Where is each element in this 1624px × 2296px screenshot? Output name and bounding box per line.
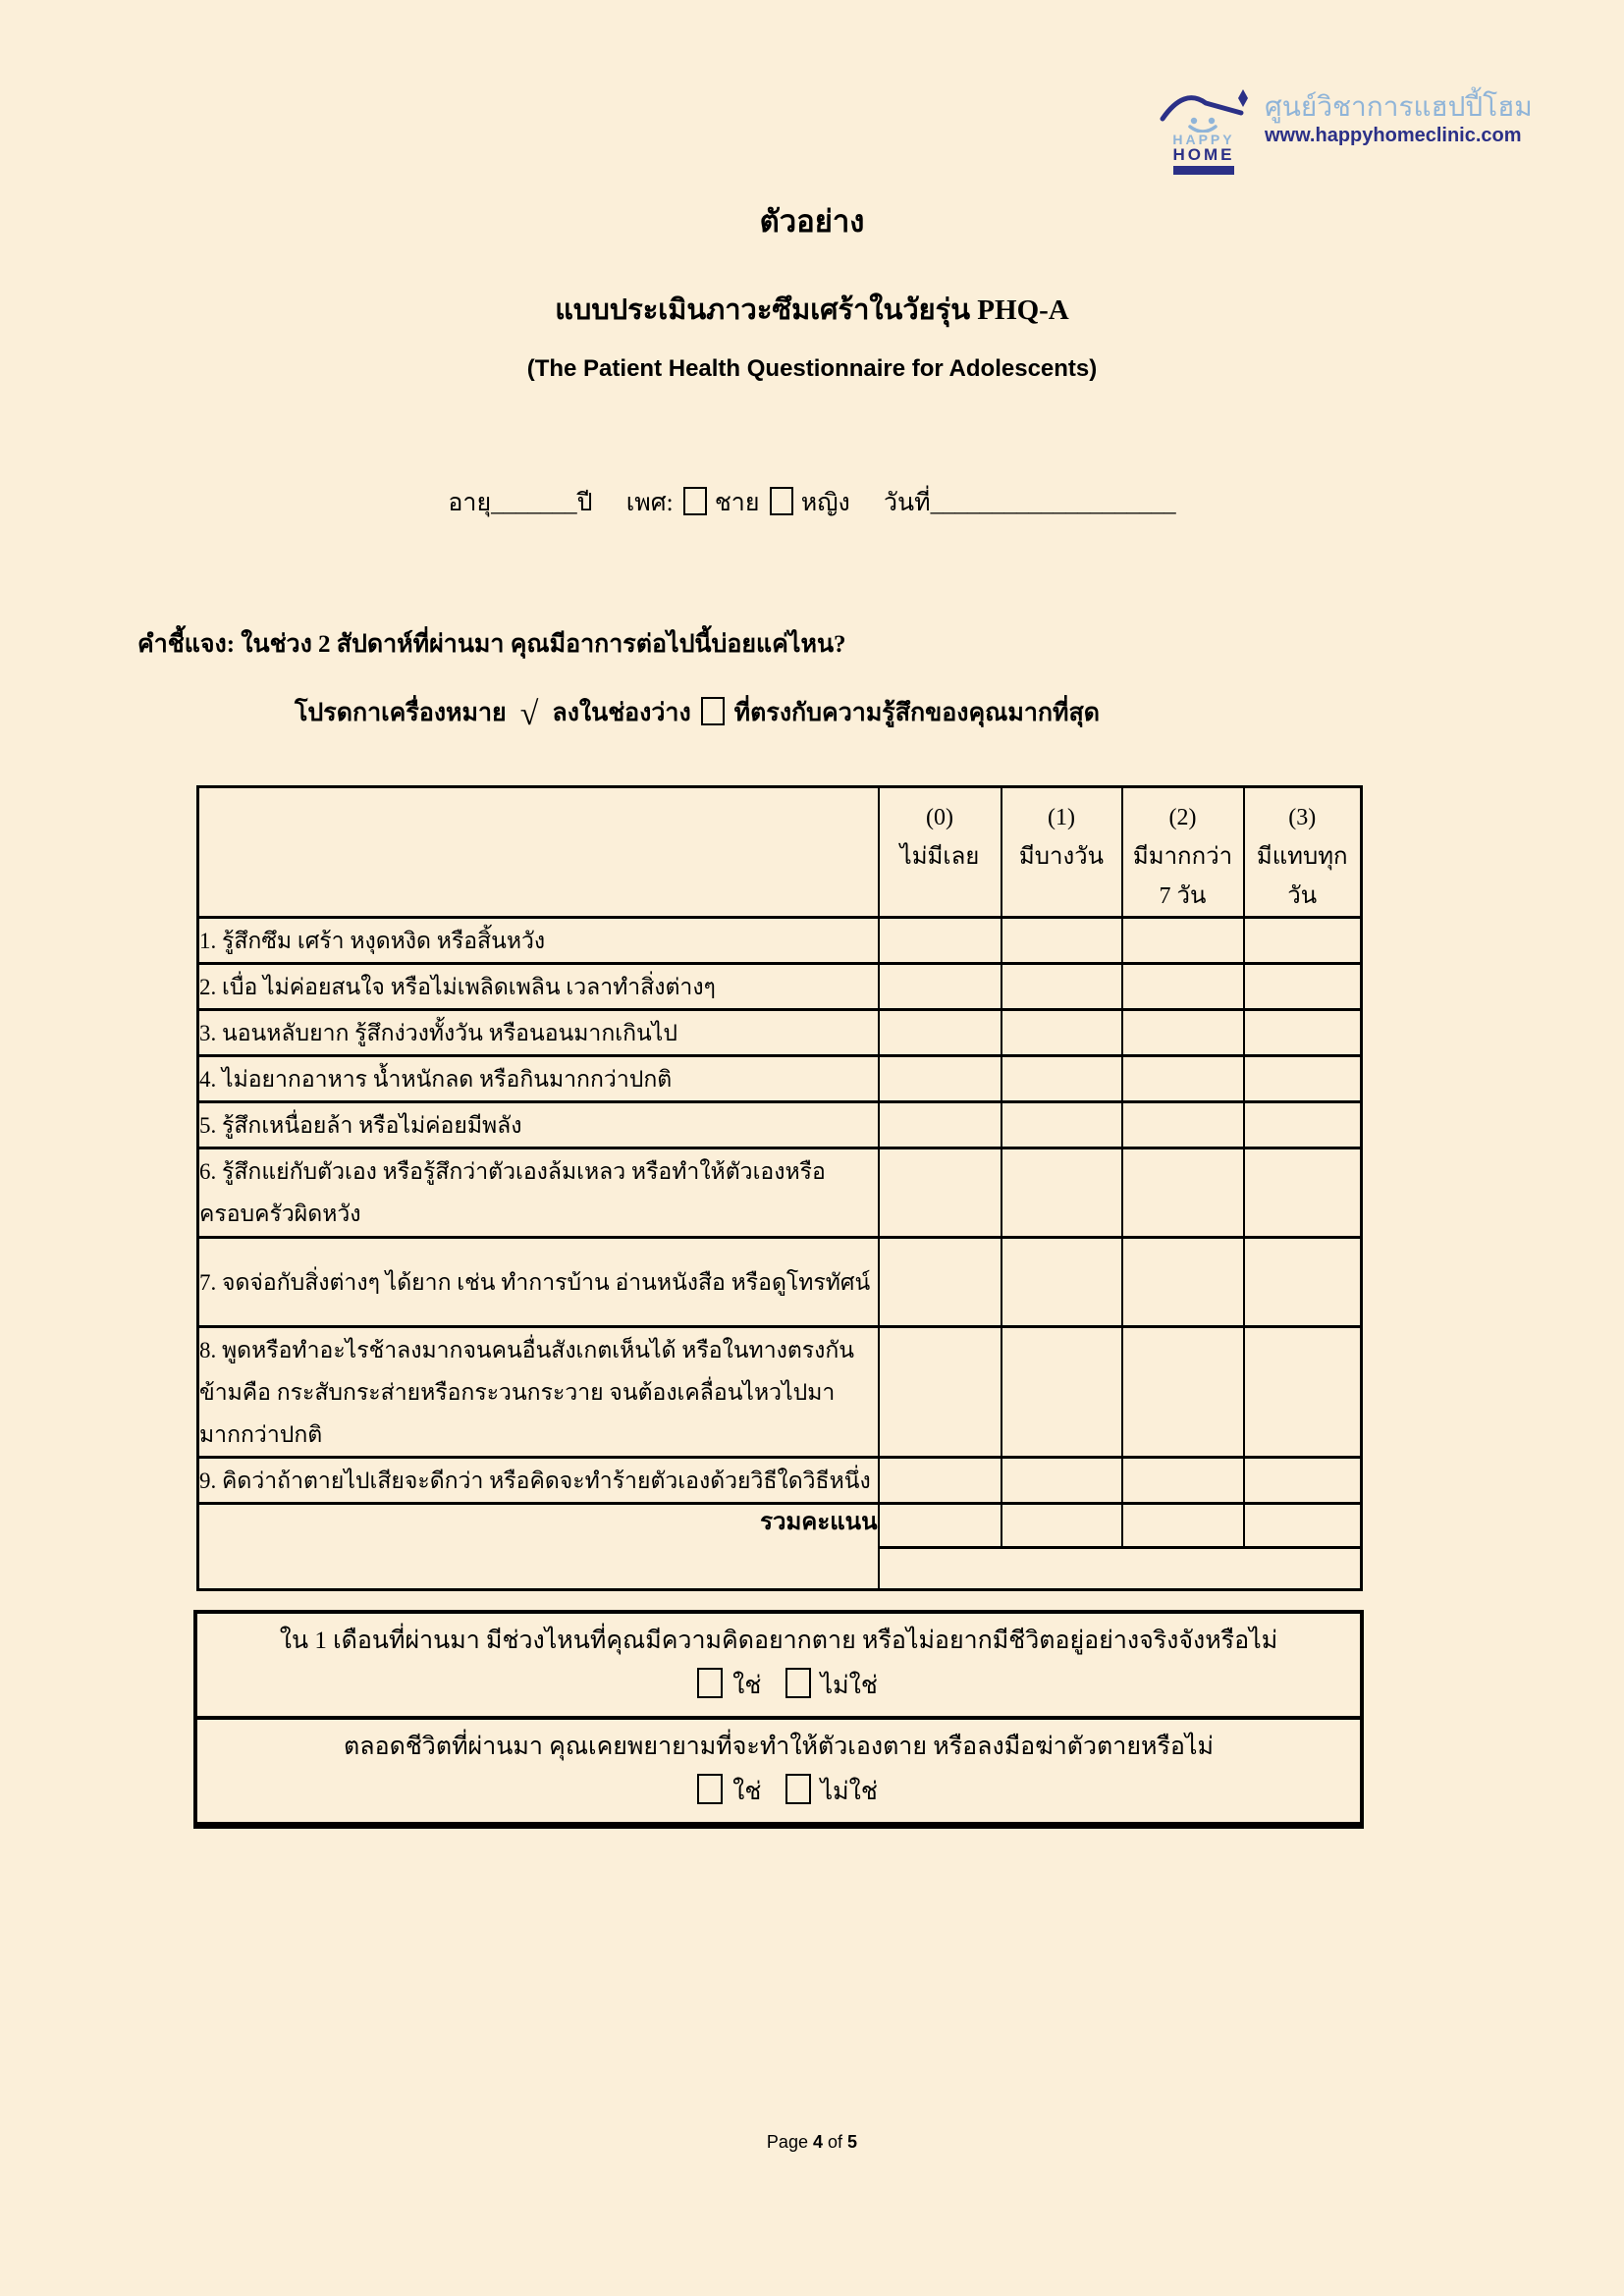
- female-label: หญิง: [800, 490, 850, 516]
- q4-score0-cell[interactable]: [879, 1056, 1001, 1102]
- q4-score2-cell[interactable]: [1122, 1056, 1244, 1102]
- q7-score2-cell[interactable]: [1122, 1238, 1244, 1327]
- question-7-text: 7. จดจ่อกับสิ่งต่างๆ ได้ยาก เช่น ทำการบ้าน อ่านหนังสือ หรือดูโทรทัศน์: [198, 1238, 879, 1327]
- q6-score1-cell[interactable]: [1001, 1148, 1122, 1238]
- q7-score3-cell[interactable]: [1244, 1238, 1362, 1327]
- score-2-header: (2) มีมากกว่า 7 วัน: [1122, 787, 1244, 918]
- instruction-line-1: คำชี้แจง: ในช่วง 2 สัปดาห์ที่ผ่านมา คุณมีอาการต่อไปนี้บ่อยแค่ไหน?: [137, 631, 846, 658]
- q2-score3-cell[interactable]: [1244, 964, 1362, 1010]
- example-checkbox: [701, 697, 725, 725]
- q9-score0-cell[interactable]: [879, 1458, 1001, 1504]
- total-score-label: รวมคะแนน: [198, 1504, 879, 1590]
- q2-score2-cell[interactable]: [1122, 964, 1244, 1010]
- q2-score1-cell[interactable]: [1001, 964, 1122, 1010]
- q9-score3-cell[interactable]: [1244, 1458, 1362, 1504]
- table-row: [198, 1010, 1362, 1056]
- year-label: ปี: [576, 490, 593, 516]
- risk1-no-label: ไม่ใช่: [820, 1673, 878, 1699]
- of-label: of: [828, 2132, 843, 2152]
- checkmark-symbol: √: [519, 696, 539, 732]
- question-6-text: 6. รู้สึกแย่กับตัวเอง หรือรู้สึกว่าตัวเองล้มเหลว หรือทำให้ตัวเองหรือครอบครัวผิดหวัง: [198, 1148, 879, 1238]
- q1-score2-cell[interactable]: [1122, 918, 1244, 964]
- q1-score3-cell[interactable]: [1244, 918, 1362, 964]
- form-title-thai: แบบประเมินภาวะซึมเศร้าในวัยรุ่น PHQ-A: [555, 294, 1069, 326]
- q1-score0-cell[interactable]: [879, 918, 1001, 964]
- question-1-text: 1. รู้สึกซึม เศร้า หงุดหงิด หรือสิ้นหวัง: [198, 918, 879, 964]
- table-row: [198, 1238, 1362, 1327]
- q5-score3-cell[interactable]: [1244, 1102, 1362, 1148]
- risk1-yes-checkbox[interactable]: [697, 1668, 723, 1698]
- female-checkbox[interactable]: [770, 487, 793, 515]
- suicide-risk-box: [193, 1610, 1364, 1829]
- phq-questionnaire-table: [196, 785, 1363, 1591]
- score-0-header: (0) ไม่มีเลย: [879, 787, 1001, 918]
- q8-score0-cell[interactable]: [879, 1327, 1001, 1458]
- total-score0-cell[interactable]: [879, 1504, 1001, 1548]
- q2-score0-cell[interactable]: [879, 964, 1001, 1010]
- table-row: [198, 964, 1362, 1010]
- q4-score1-cell[interactable]: [1001, 1056, 1122, 1102]
- q4-score3-cell[interactable]: [1244, 1056, 1362, 1102]
- table-row: [198, 1458, 1362, 1504]
- q3-score2-cell[interactable]: [1122, 1010, 1244, 1056]
- score-3-header: (3) มีแทบทุก วัน: [1244, 787, 1362, 918]
- risk2-no-label: ไม่ใช่: [820, 1779, 878, 1805]
- form-title-english: (The Patient Health Questionnaire for Adolescents): [526, 355, 1098, 382]
- risk2-no-checkbox[interactable]: [785, 1774, 811, 1804]
- q6-score0-cell[interactable]: [879, 1148, 1001, 1238]
- risk2-yes-checkbox[interactable]: [697, 1774, 723, 1804]
- q7-score0-cell[interactable]: [879, 1238, 1001, 1327]
- table-header-row: [198, 787, 1362, 918]
- question-column-header: [198, 787, 879, 918]
- q9-score1-cell[interactable]: [1001, 1458, 1122, 1504]
- date-blank-field[interactable]: ____________________: [930, 490, 1176, 516]
- q8-score1-cell[interactable]: [1001, 1327, 1122, 1458]
- q6-score2-cell[interactable]: [1122, 1148, 1244, 1238]
- logo-mark: [1157, 81, 1251, 175]
- sample-watermark-label: ตัวอย่าง: [759, 204, 865, 239]
- q7-score1-cell[interactable]: [1001, 1238, 1122, 1327]
- demographics-line: [0, 483, 1624, 522]
- instruction-suffix: ที่ตรงกับความรู้สึกของคุณมากที่สุด: [733, 700, 1100, 726]
- q5-score0-cell[interactable]: [879, 1102, 1001, 1148]
- page-footer: [0, 2132, 1624, 2153]
- total-score2-cell[interactable]: [1122, 1504, 1244, 1548]
- q3-score1-cell[interactable]: [1001, 1010, 1122, 1056]
- risk2-yes-label: ใช่: [732, 1779, 762, 1805]
- q3-score0-cell[interactable]: [879, 1010, 1001, 1056]
- question-8-text: 8. พูดหรือทำอะไรช้าลงมากจนคนอื่นสังเกตเห็นได้ หรือในทางตรงกันข้ามคือ กระสับกระส่ายหรือกระวนกระวาย จนต้องเคลื่อนไหวไปมามากกว่าปกติ: [198, 1327, 879, 1458]
- date-label: วันที่: [883, 490, 931, 516]
- q8-score3-cell[interactable]: [1244, 1327, 1362, 1458]
- q5-score2-cell[interactable]: [1122, 1102, 1244, 1148]
- question-4-text: 4. ไม่อยากอาหาร น้ำหนักลด หรือกินมากกว่าปกติ: [198, 1056, 879, 1102]
- question-5-text: 5. รู้สึกเหนื่อยล้า หรือไม่ค่อยมีพลัง: [198, 1102, 879, 1148]
- age-blank-field[interactable]: _______: [491, 490, 577, 516]
- risk-question-1-text: ใน 1 เดือนที่ผ่านมา มีช่วงไหนที่คุณมีความคิดอยากตาย หรือไม่อยากมีชีวิตอยู่อย่างจริงจังหรือไม่: [279, 1628, 1278, 1654]
- score-1-header: (1) มีบางวัน: [1001, 787, 1122, 918]
- risk-question-1-section: [197, 1614, 1360, 1716]
- clinic-website-link[interactable]: www.happyhomeclinic.com: [1265, 125, 1522, 146]
- age-label: อายุ: [448, 490, 492, 516]
- page-number: 4: [812, 2132, 823, 2152]
- page-label: Page: [766, 2132, 808, 2152]
- risk1-yes-label: ใช่: [732, 1673, 762, 1699]
- table-row: [198, 1148, 1362, 1238]
- table-row: [198, 1056, 1362, 1102]
- q3-score3-cell[interactable]: [1244, 1010, 1362, 1056]
- grand-total-cell[interactable]: [879, 1548, 1362, 1590]
- house-smiley-icon: [1157, 81, 1251, 133]
- logo-bar: [1173, 166, 1234, 175]
- logo-home-text: HOME: [1172, 145, 1235, 164]
- instruction-mid: ลงในช่องว่าง: [552, 700, 691, 726]
- question-2-text: 2. เบื่อ ไม่ค่อยสนใจ หรือไม่เพลิดเพลิน เวลาทำสิ่งต่างๆ: [198, 964, 879, 1010]
- clinic-name: ศูนย์วิชาการแฮปปี้โฮม: [1265, 91, 1533, 122]
- q1-score1-cell[interactable]: [1001, 918, 1122, 964]
- male-label: ชาย: [714, 490, 760, 516]
- table-row: [198, 1327, 1362, 1458]
- total-score3-cell[interactable]: [1244, 1504, 1362, 1548]
- total-pages: 5: [847, 2132, 858, 2152]
- risk-question-2-text: ตลอดชีวิตที่ผ่านมา คุณเคยพยายามที่จะทำให้ตัวเองตาย หรือลงมือฆ่าตัวตายหรือไม่: [344, 1734, 1214, 1760]
- total-score1-cell[interactable]: [1001, 1504, 1122, 1548]
- q6-score3-cell[interactable]: [1244, 1148, 1362, 1238]
- sex-label: เพศ:: [625, 490, 674, 516]
- risk-question-2-section: [197, 1716, 1360, 1822]
- instruction-line-2: [295, 693, 1100, 733]
- total-score-row: [198, 1504, 1362, 1548]
- q8-score2-cell[interactable]: [1122, 1327, 1244, 1458]
- question-3-text: 3. นอนหลับยาก รู้สึกง่วงทั้งวัน หรือนอนมากเกินไป: [198, 1010, 879, 1056]
- happyhome-logo: [1157, 81, 1533, 175]
- risk1-no-checkbox[interactable]: [785, 1668, 811, 1698]
- q9-score2-cell[interactable]: [1122, 1458, 1244, 1504]
- instruction-prefix: โปรดกาเครื่องหมาย: [295, 700, 507, 726]
- q5-score1-cell[interactable]: [1001, 1102, 1122, 1148]
- table-row: [198, 1102, 1362, 1148]
- question-9-text: 9. คิดว่าถ้าตายไปเสียจะดีกว่า หรือคิดจะทำร้ายตัวเองด้วยวิธีใดวิธีหนึ่ง: [198, 1458, 879, 1504]
- logo-happy-text: HAPPY: [1172, 132, 1235, 147]
- table-row: [198, 918, 1362, 964]
- male-checkbox[interactable]: [683, 487, 707, 515]
